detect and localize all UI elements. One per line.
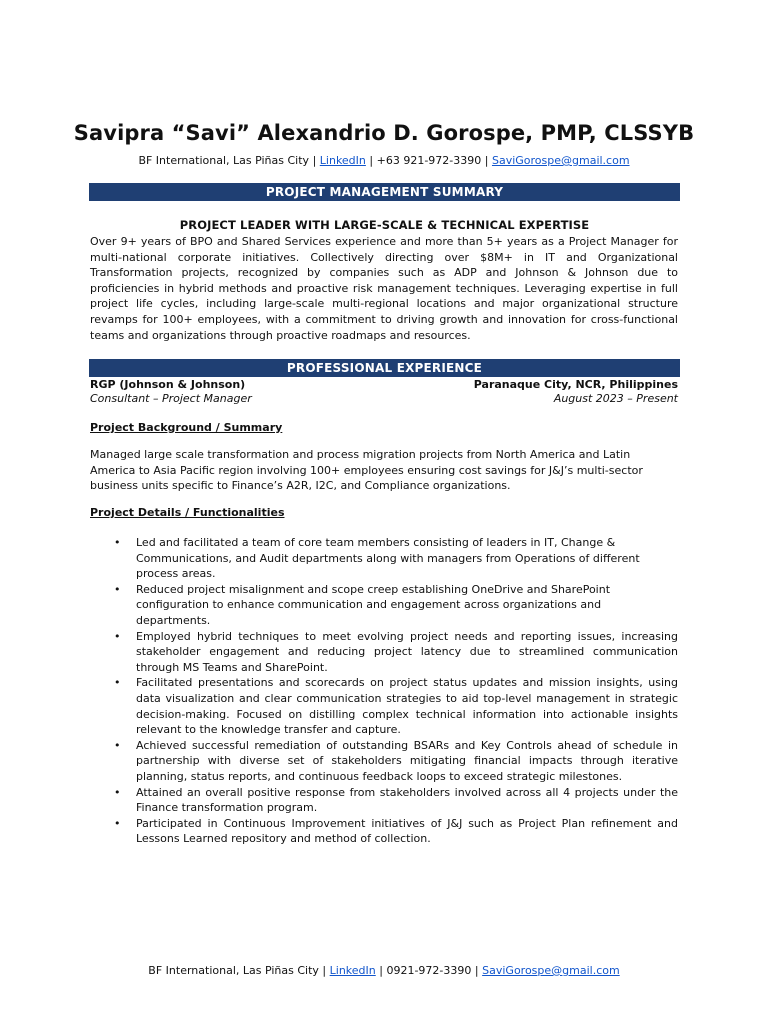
separator: | (474, 964, 479, 977)
address: BF International, Las Piñas City (138, 154, 310, 167)
linkedin-link[interactable]: LinkedIn (319, 154, 366, 167)
background-label: Project Background / Summary (90, 421, 283, 434)
bullet-icon: • (114, 738, 121, 752)
list-item (90, 738, 678, 785)
list-item (90, 582, 678, 629)
details-label: Project Details / Functionalities (90, 506, 285, 519)
bullet-icon: • (114, 582, 121, 596)
bullet-text: Led and facilitated a team of core team members consisting of leaders in IT, Change & Communications, and Audit departments along with managers from Operations of different process areas. (136, 536, 640, 581)
list-item (90, 785, 678, 816)
bullet-icon: • (114, 676, 121, 690)
list-item (90, 675, 678, 737)
bullet-text: Participated in Continuous Improvement initiatives of J&J such as Project Plan refinement and Lessons Learned repository and method of collection. (136, 816, 678, 846)
summary-text: Over 9+ years of BPO and Shared Services experience and more than 5+ years as a Project Manager for multi-national corporate initiatives. Collectively directing over $8M+ in IT and Organizational Transformation projects, recognized by companies such as ADP and Johnson & Johnson due to proficiencies in hybrid methods and proactive risk management techniques. Leveraging expertise in full project life cycles, including large-scale multi-regional locations and major organizational structure revamps for 100+ employees, with a commitment to driving growth and innovation for cross-functional teams and organizations through proactive roadmaps and resources. (90, 235, 678, 342)
separator: | (369, 154, 374, 167)
bullet-icon: • (114, 785, 121, 799)
footer-contact-line (0, 964, 768, 978)
bullet-icon: • (114, 816, 121, 830)
bullet-text: Achieved successful remediation of outstanding BSARs and Key Controls ahead of schedule in partnership with diverse set of stakeholders mitigating financial impacts through iterative planning, status reports, and continuous feedback loops to exceed strategic milestones. (136, 738, 678, 783)
job-dates: August 2023 – Present (553, 392, 678, 405)
list-item (90, 535, 678, 582)
job-location: Paranaque City, NCR, Philippines (473, 378, 678, 391)
separator: | (322, 964, 327, 977)
experience-section-title: PROFESSIONAL EXPERIENCE (89, 359, 680, 377)
email-link[interactable]: SaviGorospe@gmail.com (491, 154, 630, 167)
candidate-name: Savipra “Savi” Alexandrio D. Gorospe, PMP, CLSSYB (73, 121, 695, 145)
bullet-text: Facilitated presentations and scorecards on project status updates and mission insights, using data visualization and clear communication strategies to aid top-level management in strategic decision-making. Focused on distilling complex technical information into actionable insights relevant to the knowledge transfer and capture. (136, 676, 678, 737)
bullet-icon: • (114, 629, 121, 643)
separator: | (379, 964, 383, 977)
bullet-text: Reduced project misalignment and scope creep establishing OneDrive and SharePoint configuration to enhance communication and engagement across organizations and departments. (136, 582, 611, 627)
summary-headline: PROJECT LEADER WITH LARGE-SCALE & TECHNICAL EXPERTISE (179, 218, 590, 232)
footer-address: BF International, Las Piñas City (148, 964, 319, 977)
job-location-block (474, 378, 678, 406)
bullet-icon: • (114, 536, 121, 549)
separator: | (312, 154, 317, 167)
bullet-text: Employed hybrid techniques to meet evolving project needs and reporting issues, increasing stakeholder engagement and reducing project latency due to streamlined communication through MS Teams and SharePoint. (136, 629, 678, 674)
footer-linkedin-link[interactable]: LinkedIn (329, 964, 376, 977)
contact-line (0, 154, 768, 168)
phone: +63 921-972-3390 (376, 154, 482, 167)
footer-phone: 0921-972-3390 (386, 964, 472, 977)
background-text: Managed large scale transformation and process migration projects from North America and Latin America to Asia Pacific region involving 100+ employees ensuring cost savings for J&J’s multi-sector business units specific to Finance’s A2R, I2C, and Compliance organizations. (90, 448, 643, 493)
summary-section-title: PROJECT MANAGEMENT SUMMARY (89, 183, 680, 201)
company-name: RGP (Johnson & Johnson) (90, 378, 246, 391)
job-company-block (90, 378, 252, 406)
bullet-text: Attained an overall positive response from stakeholders involved across all 4 projects under the Finance transformation program. (136, 785, 678, 815)
list-item (90, 816, 678, 847)
separator: | (484, 154, 489, 167)
job-role: Consultant – Project Manager (90, 392, 252, 405)
footer-email-link[interactable]: SaviGorospe@gmail.com (482, 964, 620, 977)
list-item (90, 629, 678, 676)
details-list (90, 535, 678, 847)
